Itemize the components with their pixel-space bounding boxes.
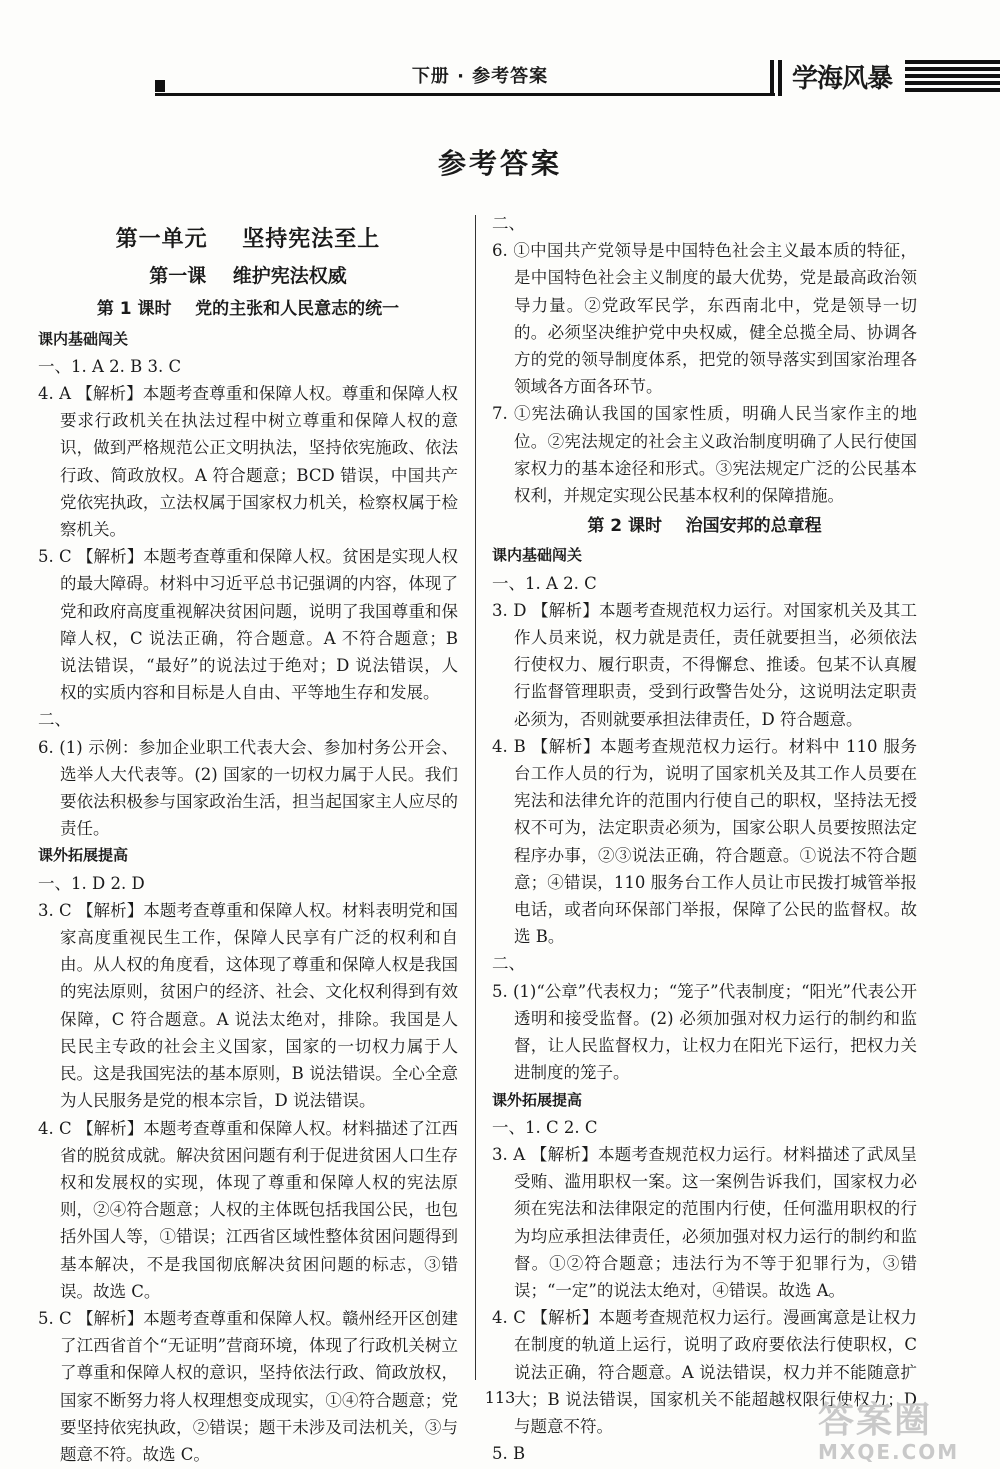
answer-line: 一、1. A 2. B 3. C	[38, 356, 182, 376]
section-label: 课外拓展提高	[492, 1090, 583, 1109]
answer-line: 一、1. D 2. D	[38, 873, 145, 893]
answer-item: 4. C 【解析】本题考查规范权力运行。漫画寓意是让权力在制度的轨道上运行，说明了政府要依法行使职权，C 说法正确，符合题意。A 说法错误，权力并不能随意扩大；B 说法错误，国家机关不能超越权限行使权力；D 与题意不符。	[492, 1308, 917, 1436]
answer-item: 3. C 【解析】本题考查尊重和保障人权。材料表明党和国家高度重视民生工作，保障人民享有广泛的权利和自由。从人权的角度看，这体现了尊重和保障人权是我国的宪法原则，贫困户的经济、社会、文化权利得到有效保障，C 符合题意。A 说法太绝对，排除。我国是人民民主专政的社会主义国家，国家的一切权力属于人民。这是我国宪法的基本原则，B 说法错误。全心全意为人民服务是党的根本宗旨，D 说法错误。	[38, 900, 458, 1111]
page-header	[0, 0, 1000, 110]
watermark-url: MXQE.COM	[818, 1440, 960, 1464]
answer-item: 4. B 【解析】本题考查规范权力运行。材料中 110 服务台工作人员的行为，说明了国家机关及其工作人员要在宪法和法律允许的范围内行使自己的职权，坚持法无授权不可为，法定职责必须为，国家公职人员要按照法定程序办事，②③说法正确，符合题意。①说法不符合题意；④错误，110 服务台工作人员让市民拨打城管举报电话，或者向环保部门举报，保障了公民的监督权。故选 B。	[492, 736, 917, 947]
answer-line: 二、	[492, 214, 525, 233]
header-square-mark	[155, 80, 165, 92]
lesson-title: 第一课 维护宪法权威	[149, 265, 347, 288]
answer-item: 6. ①中国共产党领导是中国特色社会主义最本质的特征，是中国特色社会主义制度的最大优势，党是最高政治领导力量。②党政军民学，东西南北中，党是领导一切的。必须坚决维护党中央权威，健全总揽全局、协调各方的党的领导制度体系，把党的领导落实到国家治理各领域各方面各环节。	[492, 241, 917, 397]
period-title: 第 2 课时 治国安邦的总章程	[587, 516, 822, 537]
brand-logo: 学海风暴	[792, 64, 893, 94]
header-stripes	[905, 60, 1000, 96]
unit-title: 第一单元 坚持宪法至上	[115, 227, 381, 252]
header-double-bar	[770, 60, 782, 96]
answer-line: 一、1. A 2. C	[492, 573, 597, 593]
answer-line: 二、	[38, 710, 71, 730]
column-divider	[475, 215, 476, 1380]
answer-item: 4. C 【解析】本题考查尊重和保障人权。材料描述了江西省的脱贫成就。解决贫困问题有利于促进贫困人口生存权和发展权的实现，体现了尊重和保障人权的宪法原则，②④符合题意；人权的主体既包括我国公民，也包括外国人等，①错误；江西省区域性整体贫困问题得到基本解决，不是我国彻底解决贫困问题的标志，③错误。故选 C。	[38, 1118, 458, 1301]
answer-item: 4. A 【解析】本题考查尊重和保障人权。尊重和保障人权要求行政机关在执法过程中树立尊重和保障人权的意识，做到严格规范公正文明执法，坚持依宪施政、依法行政、简政放权。A 符合题意；BCD 错误，中国共产党依宪执政，立法权属于国家权力机关，检察权属于检察机关。	[38, 384, 458, 540]
answer-line: 一、1. C 2. C	[492, 1117, 598, 1137]
answer-line: 5. B	[492, 1444, 526, 1464]
section-label: 课内基础闯关	[38, 329, 129, 348]
watermark	[818, 1400, 994, 1464]
answer-item: 7. ①宪法确认我国的国家性质，明确人民当家作主的地位。②宪法规定的社会主义政治制度明确了人民行使国家权力的基本途径和形式。③宪法规定广泛的公民基本权利，并规定实现公民基本权利的保障措施。	[492, 404, 917, 506]
answer-item: 6. (1) 示例：参加企业职工代表大会、参加村务公开会、选举人大代表等。(2) 国家的一切权力属于人民。我们要依法积极参与国家政治生活，担当起国家主人应尽的责任。	[38, 737, 458, 839]
answer-item: 3. D 【解析】本题考查规范权力运行。对国家机关及其工作人员来说，权力就是责任，责任就要担当，必须依法行使权力、履行职责，不得懈怠、推诿。包某不认真履行监督管理职责，受到行政警告处分，这说明法定职责必须为，否则就要承担法律责任，D 符合题意。	[492, 600, 917, 729]
page-number: 113	[484, 1388, 516, 1407]
watermark-logo: 答案圈	[818, 1400, 933, 1441]
page-title: 参考答案	[437, 147, 562, 180]
answer-item: 5. C 【解析】本题考查尊重和保障人权。贫困是实现人权的最大障碍。材料中习近平总书记强调的内容，体现了党和政府高度重视解决贫困问题，说明了我国尊重和保障人权，C 说法正确，符合题意。A 不符合题意；B 说法错误，“最好”的说法过于绝对；D 说法错误，人权的实质内容和目标是人自由、平等地生存和发展。	[38, 547, 458, 703]
header-rule	[155, 93, 775, 96]
section-label: 课内基础闯关	[492, 546, 583, 565]
answer-item: 5. (1)“公章”代表权力；“笼子”代表制度；“阳光”代表公开透明和接受监督。(2) 必须加强对权力运行的制约和监督，让人民监督权力，让权力在阳光下运行，把权力关进制度的笼子。	[492, 981, 917, 1083]
period-title: 第 1 课时 党的主张和人民意志的统一	[96, 299, 400, 320]
answer-item: 3. A 【解析】本题考查规范权力运行。材料描述了武凤呈受贿、滥用职权一案。这一案例告诉我们，国家权力必须在宪法和法律限定的范围内行使，任何滥用职权的行为均应承担法律责任，必须加强对权力运行的制约和监督。①②符合题意；违法行为不等于犯罪行为，③错误；“一定”的说法太绝对，④错误。故选 A。	[492, 1144, 917, 1300]
header-center-text: 下册 · 参考答案	[411, 66, 549, 87]
left-column	[38, 210, 458, 1468]
right-column	[492, 210, 917, 1467]
answer-line: 二、	[492, 954, 525, 974]
section-label: 课外拓展提高	[38, 846, 129, 865]
answer-item: 5. C 【解析】本题考查尊重和保障人权。赣州经开区创建了江西省首个“无证明”营商环境，体现了行政机关树立了尊重和保障人权的意识，坚持依法行政、简政放权，国家不断努力将人权理想变成现实，①④符合题意；党要坚持依宪执政，②错误；题干未涉及司法机关，③与题意不符。故选 C。	[38, 1308, 458, 1464]
